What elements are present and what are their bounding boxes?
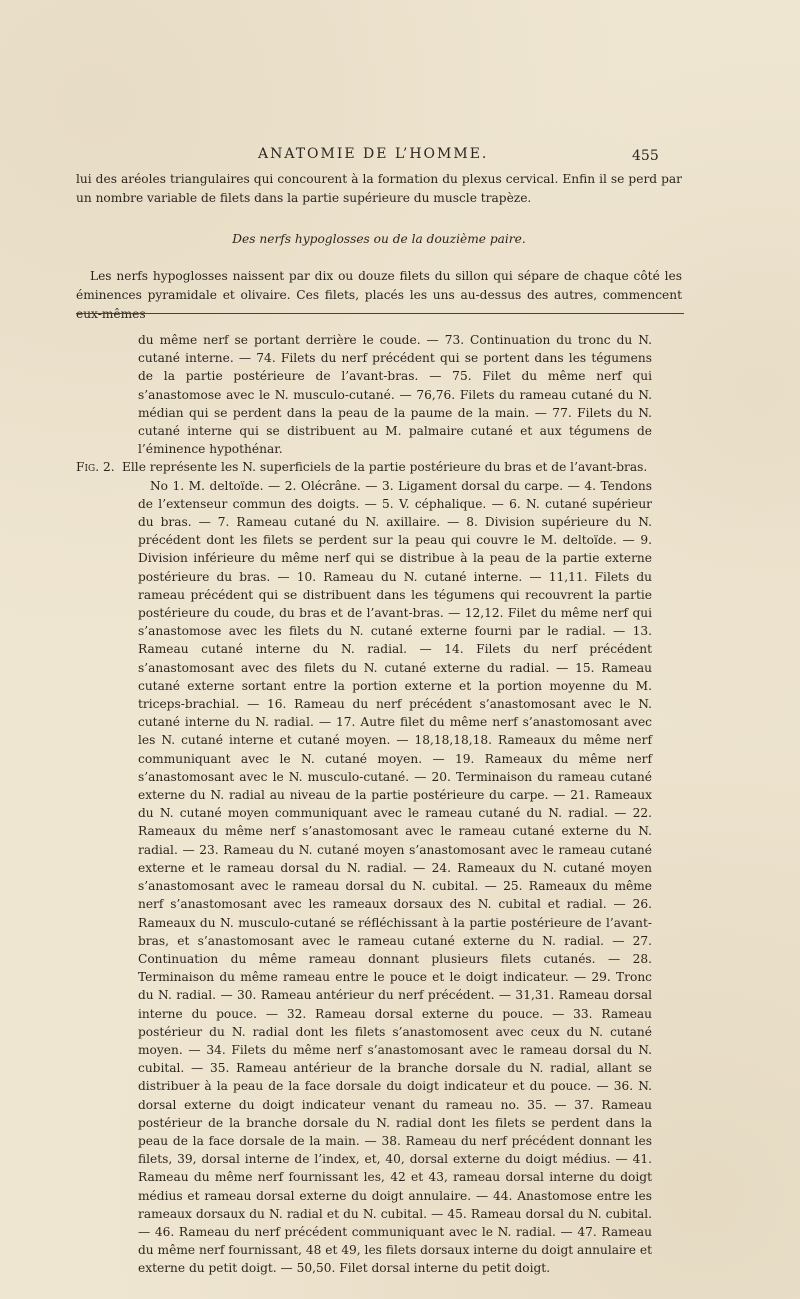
upper-text-block — [76, 170, 682, 324]
figure-caption: Elle représente les N. superficiels de la partie postérieure du bras et de l’avant-bras. — [122, 460, 648, 475]
paragraph-plexus-cervical: lui des aréoles triangulaires qui concourent à la formation du plexus cervical. Enfin il se perd par un nombre variable de filets dans la partie supérieure du muscle trapèze. — [76, 172, 682, 205]
section-title: Des nerfs hypoglosses ou de la douzième paire. — [232, 232, 526, 246]
page-number: 455 — [632, 148, 659, 164]
figure-legend-block — [76, 331, 652, 1278]
section-divider-rule — [76, 313, 684, 314]
figure-2-caption-row — [76, 458, 652, 476]
figure-2-legend: No 1. M. deltoïde. — 2. Olécrâne. — 3. Ligament dorsal du carpe. — 4. Tendons de l’extenseur commun des doigts. — 5. V. céphalique. — 6. N. cutané supérieur du bras. — 7. Rameau cutané du N. axillaire. — 8. Division supérieure du N. précédent dont les filets se perdent sur la peau qui couvre le M. deltoïde. — 9. Division inférieure du même nerf qui se distribue à la peau de la partie externe postérieure du bras. — 10. Rameau du N. cutané interne. — 11,11. Filets du rameau précédent qui se distribuent dans les tégumens qui recouvrent la partie postérieure du coude, du bras et de l’avant-bras. — 12,12. Filet du même nerf qui s’anastomose avec les filets du N. cutané externe fourni par le radial. — 13. Rameau cutané interne du N. radial. — 14. Filets du nerf précédent s’anastomosant avec des filets du N. cutané externe du radial. — 15. Rameau cutané externe sortant entre la portion externe et la portion moyenne du M. triceps-brachial. — 16. Rameau du nerf précédent s’anastomosant avec le N. cutané interne du N. radial. — 17. Autre filet du même nerf s’anastomosant avec les N. cutané interne et cutané moyen. — 18,18,18,18. Rameaux du même nerf communiquant avec le N. cutané moyen. — 19. Rameaux du même nerf s’anastomosant avec le N. musculo-cutané. — 20. Terminaison du rameau cutané externe du N. radial au niveau de la partie postérieure du carpe. — 21. Rameaux du N. cutané moyen communiquant avec le rameau cutané du N. radial. — 22. Rameaux du même nerf s’anastomosant avec le rameau cutané externe du N. radial. — 23. Rameau du N. cutané moyen s’anastomosant avec le rameau cutané externe et le rameau dorsal du N. radial. — 24. Rameaux du N. cutané moyen s’anastomosant avec le rameau dorsal du N. cubital. — 25. Rameaux du même nerf s’anastomosant avec les rameaux dorsaux des N. cubital et radial. — 26. Rameaux du N. musculo-cutané se réfléchissant à la partie postérieure de l’avant-bras, et s’anastomosant avec le rameau cutané externe du N. radial. — 27. Continuation du même rameau donnant plusieurs filets cutanés. — 28. Terminaison du même rameau entre le pouce et le doigt indicateur. — 29. Tronc du N. radial. — 30. Rameau antérieur du nerf précédent. — 31,31. Rameau dorsal interne du pouce. — 32. Rameau dorsal externe du pouce. — 33. Rameau postérieur du N. radial dont les filets s’anastomosent avec ceux du N. cutané moyen. — 34. Filets du même nerf s’anastomosant avec le rameau dorsal du N. cubital. — 35. Rameau antérieur de la branche dorsale du N. radial, allant se distribuer à la peau de la face dorsale du doigt indicateur et du pouce. — 36. N. dorsal externe du doigt indicateur venant du rameau no. 35. — 37. Rameau postérieur de la branche dorsale du N. radial dont les filets se perdent dans la peau de la face dorsale de la main. — 38. Rameau du nerf précédent donnant les filets, 39, dorsal interne de l’index, et, 40, dorsal externe du doigt médius. — 41. Rameau du même nerf fournissant les, 42 et 43, rameau dorsal interne du doigt médius et rameau dorsal externe du doigt annulaire. — 44. Anastomose entre les rameaux dorsaux du N. radial et du N. cubital. — 45. Rameau dorsal du N. cubital. — 46. Rameau du nerf précédent communiquant avec le N. radial. — 47. Rameau du même nerf fournissant, 48 et 49, les filets dorsaux interne du doigt annulaire et externe du petit doigt. — 50,50. Filet dorsal interne du petit doigt. — [138, 478, 652, 1276]
running-head: ANATOMIE DE L’HOMME. — [258, 146, 489, 162]
paragraph-hypoglosses: Les nerfs hypoglosses naissent par dix ou douze filets du sillon qui sépare de chaque côté les éminences pyramidale et olivaire. Ces filets, placés les uns au-dessus des autres, commencent eux-mêmes — [76, 269, 682, 321]
figure-label: Fig. 2. — [76, 460, 115, 475]
legend-continuation: du même nerf se portant derrière le coude. — 73. Continuation du tronc du N. cutané interne. — 74. Filets du nerf précédent qui se portent dans les tégumens de la partie postérieure de l’avant-bras. — 75. Filet du même nerf qui s’anastomose avec le N. musculo-cutané. — 76,76. Filets du rameau cutané du N. médian qui se perdent dans la peau de la paume de la main. — 77. Filets du N. cutané interne qui se distribuent au M. palmaire cutané et aux tégumens de l’éminence hypothénar. — [138, 333, 652, 457]
